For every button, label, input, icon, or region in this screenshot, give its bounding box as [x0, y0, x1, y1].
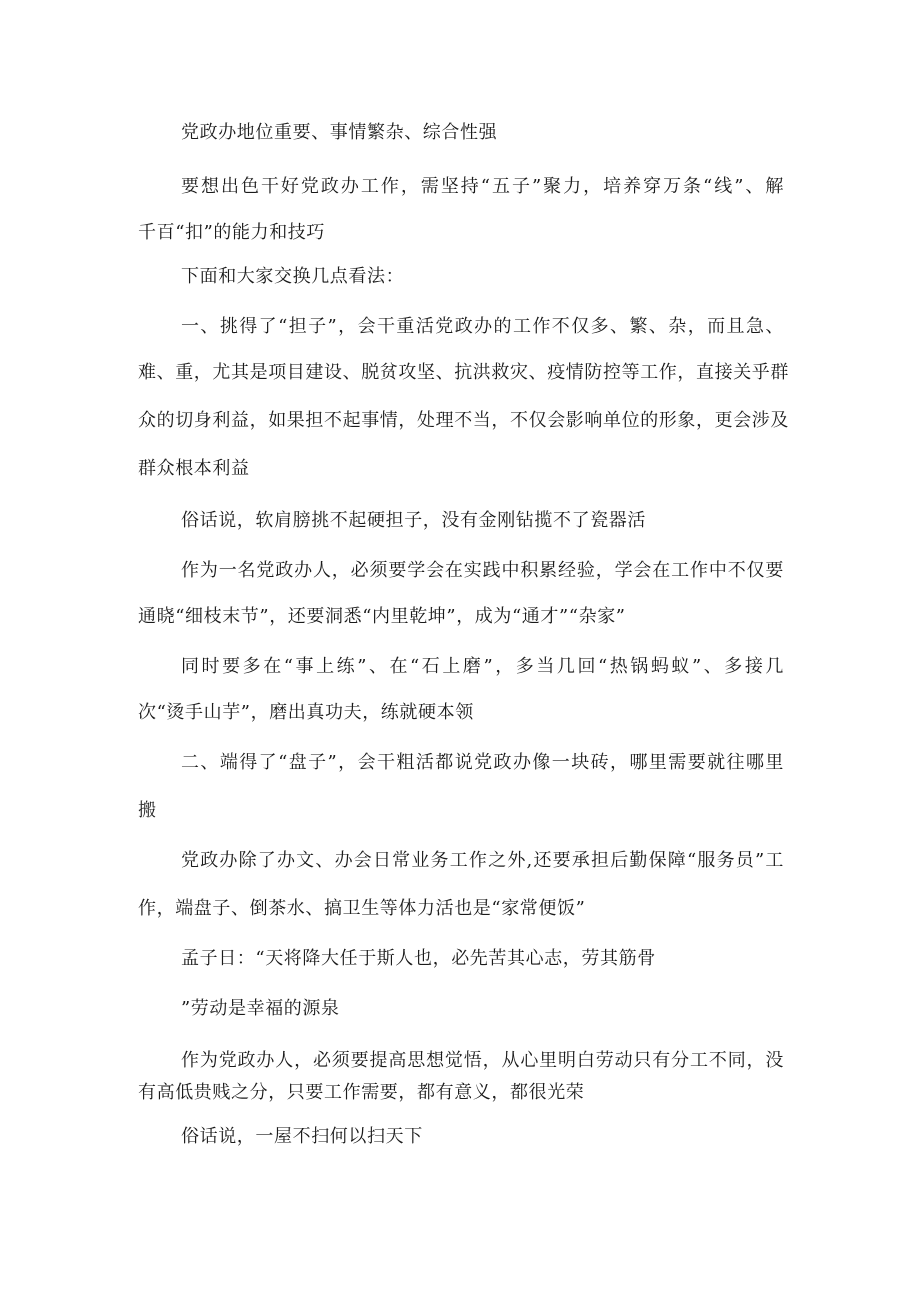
- paragraph-line: 作为一名党政办人，必须要学会在实践中积累经验，学会在工作中不仅要: [181, 560, 784, 581]
- paragraph-line: 搬: [138, 800, 157, 821]
- paragraph-line: 一、挑得了“担子”，会干重活党政办的工作不仅多、繁、杂，而且急、: [181, 316, 784, 337]
- paragraph-line: 通晓“细枝末节”，还要洞悉“内里乾坤”，成为“通才”“杂家”: [138, 606, 626, 627]
- paragraph-line: 要想出色干好党政办工作，需坚持“五子”聚力，培养穿万条“线”、解: [181, 176, 784, 197]
- paragraph-line: 千百“扣”的能力和技巧: [138, 222, 326, 243]
- paragraph-line: 党政办地位重要、事情繁杂、综合性强: [181, 122, 498, 143]
- paragraph-line: 孟子日：“天将降大任于斯人也，必先苦其心志，劳其筋骨: [181, 948, 656, 969]
- paragraph-line: 同时要多在“事上练”、在“石上磨”，多当几回“热锅蚂蚁”、多接几: [181, 656, 784, 677]
- paragraph-line: 有高低贵贱之分，只要工作需要，都有意义，都很光荣: [138, 1082, 585, 1103]
- paragraph-line: 难、重，尤其是项目建设、脱贫攻坚、抗洪救灾、疫情防控等工作，直接关乎群: [138, 362, 789, 383]
- paragraph-line: 群众根本利益: [138, 458, 250, 479]
- paragraph-line: 下面和大家交换几点看法：: [181, 266, 405, 287]
- paragraph-line: 作为党政办人，必须要提高思想觉悟，从心里明白劳动只有分工不同，没: [181, 1050, 784, 1071]
- paragraph-line: 众的切身利益，如果担不起事情，处理不当，不仅会影响单位的形象，更会涉及: [138, 410, 789, 431]
- paragraph-line: 俗话说，软肩膀挑不起硬担子，没有金刚钻揽不了瓷器活: [181, 510, 646, 531]
- paragraph-line: 作，端盘子、倒茶水、搞卫生等体力活也是“家常便饭”: [138, 898, 586, 919]
- paragraph-line: 党政办除了办文、办会日常业务工作之外,还要承担后勤保障“服务员”工: [181, 850, 784, 871]
- paragraph-line: ”劳动是幸福的源泉: [181, 998, 340, 1019]
- paragraph-line: 俗话说，一屋不扫何以扫天下: [181, 1126, 423, 1147]
- paragraph-line: 次“烫手山芋”，磨出真功夫，练就硬本领: [138, 702, 474, 723]
- paragraph-line: 二、端得了“盘子”，会干粗活都说党政办像一块砖，哪里需要就往哪里: [181, 752, 784, 773]
